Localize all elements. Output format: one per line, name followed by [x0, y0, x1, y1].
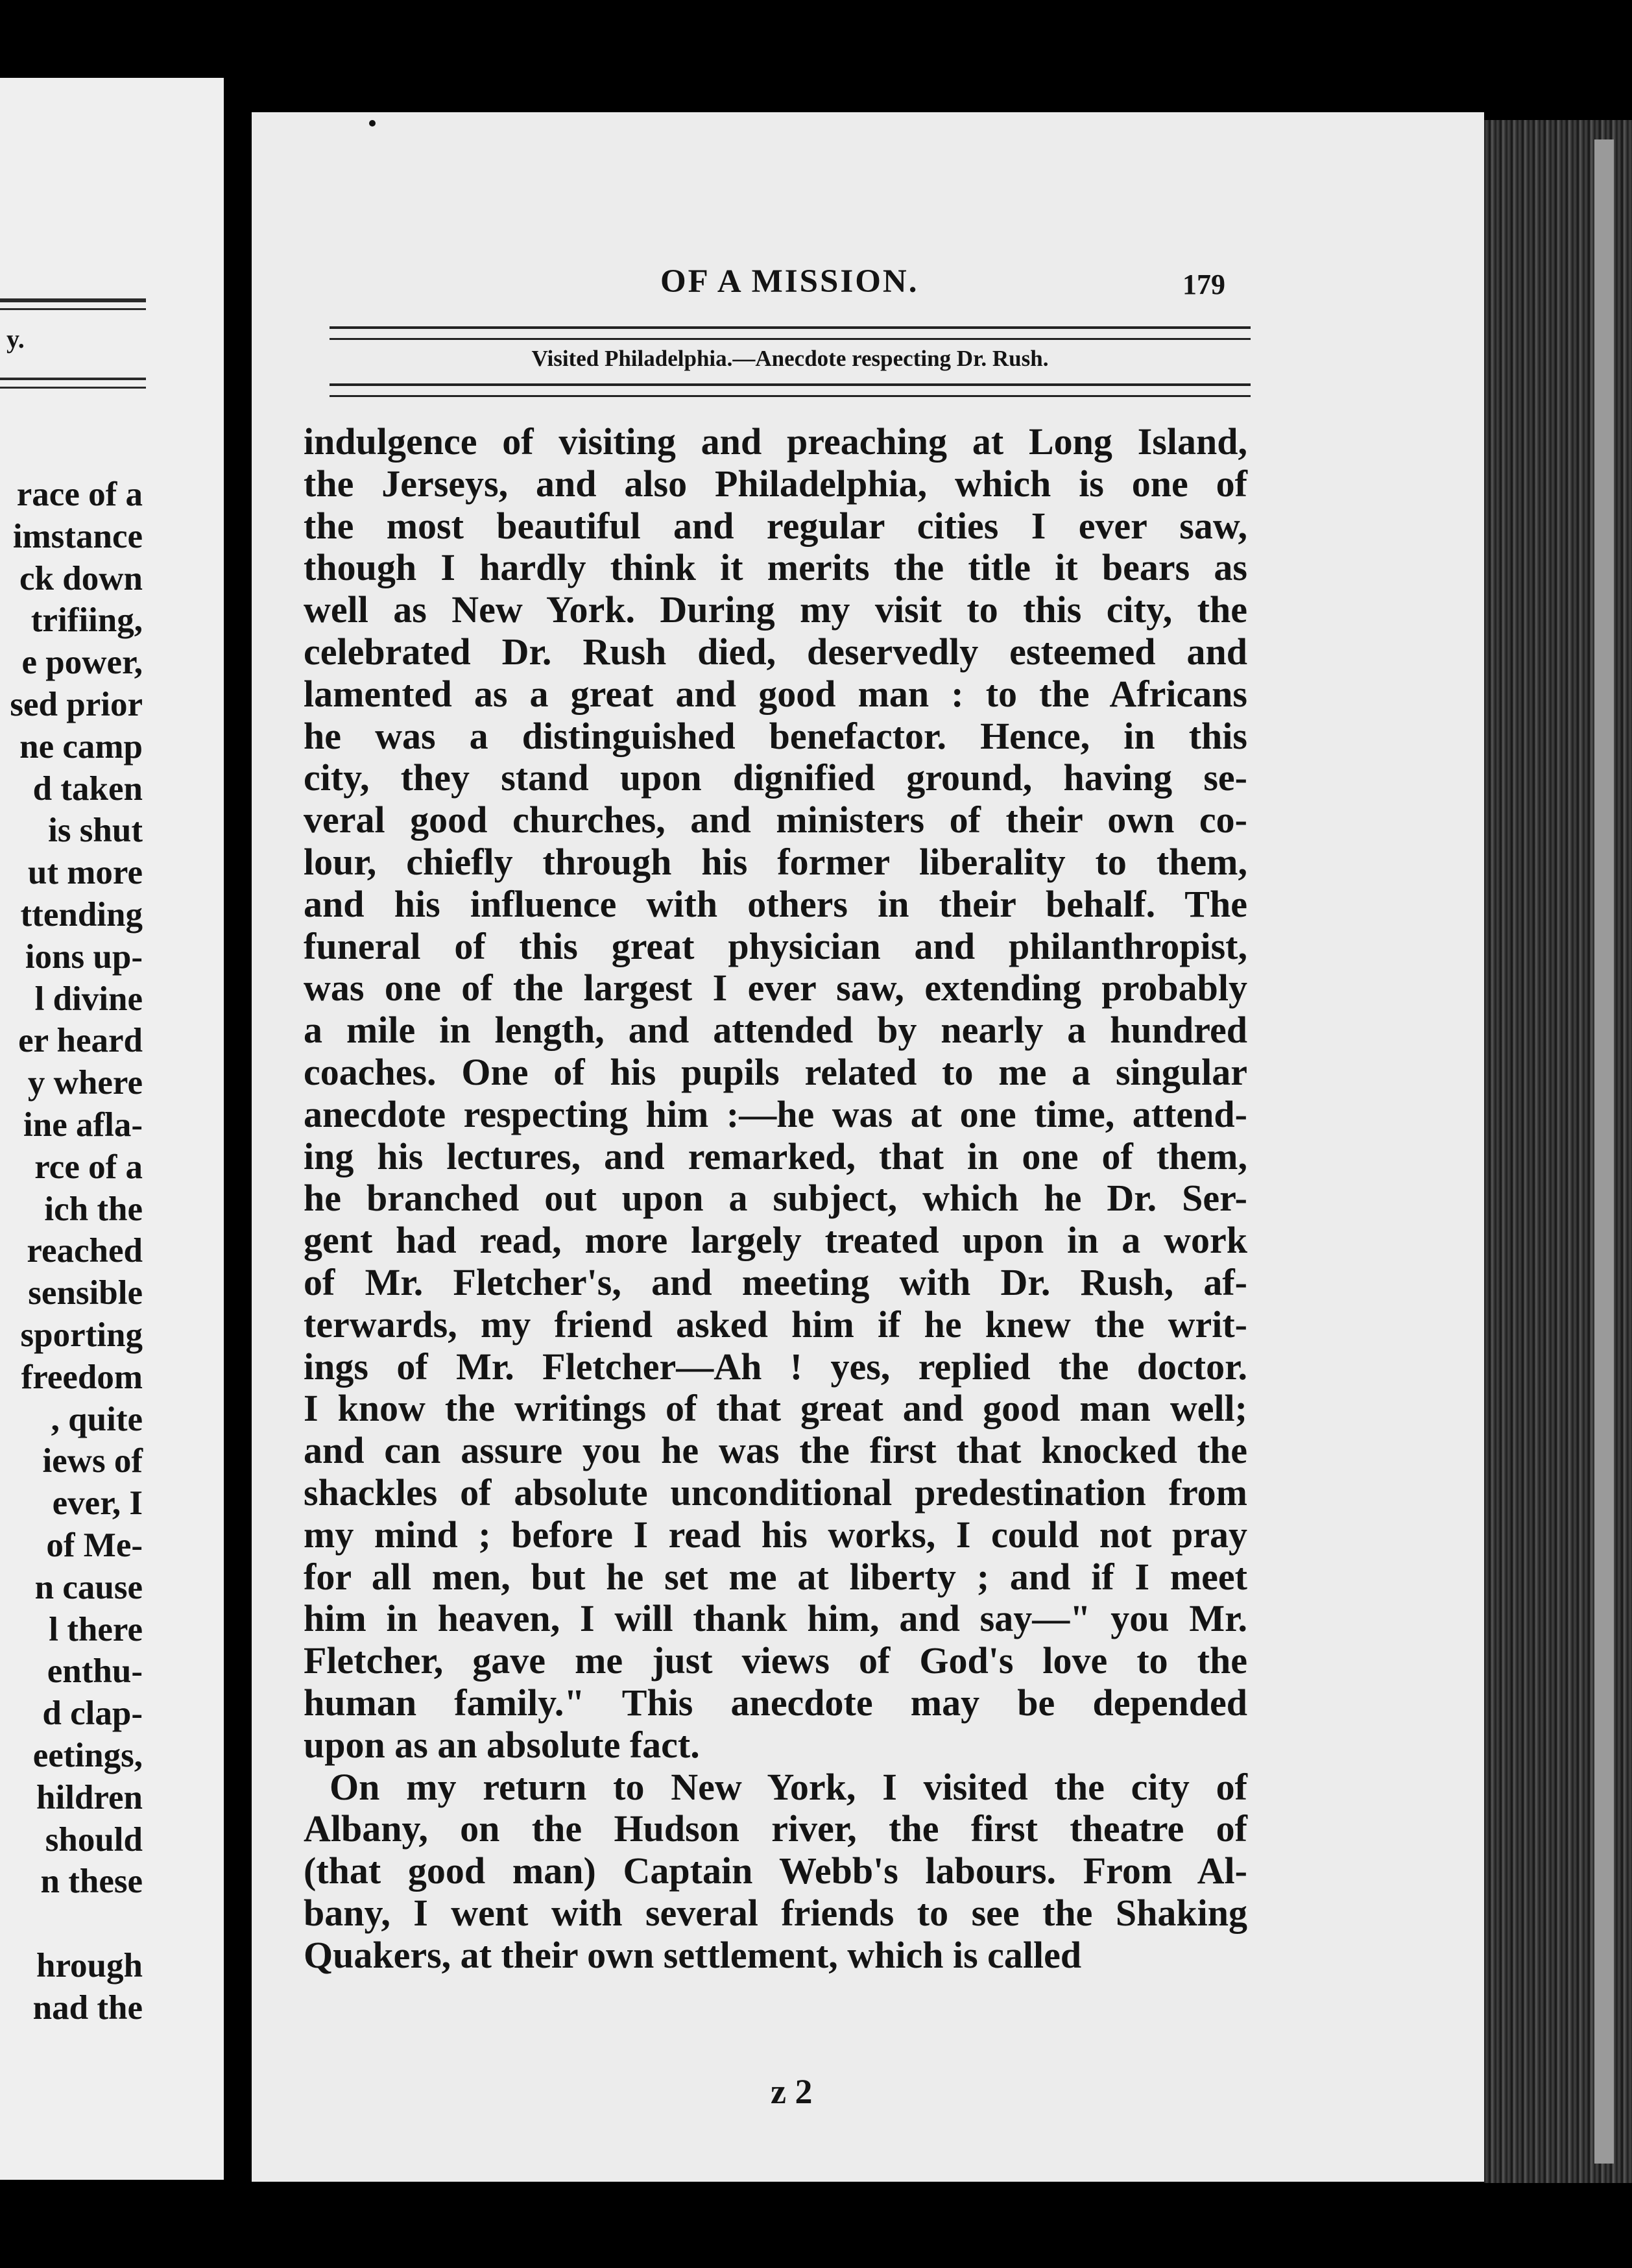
facing-page-fragment: sporting [20, 1316, 143, 1354]
facing-page-fragment: sensible [28, 1274, 143, 1312]
text-line: Fletcher, gave me just views of God's love to the [304, 1639, 1247, 1682]
text-line: well as New York. During my visit to this city, the [304, 588, 1247, 631]
text-line: the Jerseys, and also Philadelphia, which is one of [304, 462, 1247, 505]
book-page [252, 112, 1484, 2182]
text-line: human family." This anecdote may be depended [304, 1681, 1247, 1724]
facing-page-rule [0, 387, 146, 389]
facing-page [0, 78, 224, 2180]
text-line: veral good churches, and ministers of their own co- [304, 799, 1247, 841]
facing-page-fragment: n these [40, 1863, 143, 1901]
facing-page-fragment: hrough [36, 1946, 143, 1984]
facing-page-fragment: imstance [12, 517, 143, 555]
facing-page-fragment: ck down [19, 559, 143, 597]
ink-dot [369, 120, 376, 127]
text-line: ings of Mr. Fletcher—Ah ! yes, replied the doctor. [304, 1345, 1247, 1388]
facing-page-fragment: y where [27, 1064, 143, 1102]
text-line: lour, chiefly through his former liberality to them, [304, 840, 1247, 883]
facing-page-fragment: trifiing, [30, 601, 143, 640]
facing-page-fragment: of Me- [46, 1526, 143, 1564]
text-line: and can assure you he was the first that knocked the [304, 1429, 1247, 1472]
facing-page-fragments [10, 474, 143, 2029]
facing-page-fragment: sed prior [10, 685, 143, 723]
text-line: city, they stand upon dignified ground, having se- [304, 756, 1247, 799]
facing-page-fragment: hildren [36, 1778, 143, 1816]
facing-page-fragment: is shut [48, 812, 143, 850]
facing-page-fragment: nad the [32, 1988, 143, 2027]
caption-rule [330, 383, 1251, 397]
text-line: the most beautiful and regular cities I ever saw, [304, 504, 1247, 547]
text-line: was one of the largest I ever saw, extending probably [304, 967, 1247, 1009]
text-line: coaches. One of his pupils related to me a singular [304, 1050, 1247, 1093]
text-line: On my return to New York, I visited the city of [330, 1765, 1247, 1808]
text-line: gent had read, more largely treated upon in a work [304, 1219, 1247, 1262]
text-line: him in heaven, I will thank him, and say—" you Mr. [304, 1597, 1247, 1640]
text-line: Albany, on the Hudson river, the first theatre of [304, 1807, 1247, 1850]
facing-page-fragment: e power, [21, 644, 143, 682]
facing-page-fragment: rce of a [34, 1148, 143, 1186]
header-rule [330, 326, 1251, 340]
facing-page-header-fragment: y. [6, 324, 25, 354]
text-line: a mile in length, and attended by nearly a hundred [304, 1009, 1247, 1052]
facing-page-fragment: ttending [20, 895, 143, 934]
facing-page-fragment: ne camp [19, 727, 143, 766]
facing-page-fragment: d taken [32, 769, 143, 808]
text-line: though I hardly think it merits the title it bears as [304, 546, 1247, 589]
text-line: celebrated Dr. Rush died, deservedly esteemed and [304, 630, 1247, 673]
running-head: OF A MISSION. [660, 263, 919, 300]
text-line: I know the writings of that great and good man well; [304, 1387, 1247, 1430]
facing-page-rule [0, 378, 146, 380]
facing-page-rule [0, 308, 146, 310]
facing-page-fragment [10, 1903, 143, 1945]
text-line: shackles of absolute unconditional predestination from [304, 1471, 1247, 1514]
signature-mark: z 2 [771, 2072, 813, 2111]
facing-page-fragment: ich the [44, 1190, 143, 1228]
facing-page-fragment: l divine [34, 980, 143, 1018]
facing-page-fragment: er heard [18, 1022, 143, 1060]
text-line: terwards, my friend asked him if he knew the writ- [304, 1303, 1247, 1345]
text-line: indulgence of visiting and preaching at Long Island, [304, 420, 1247, 463]
facing-page-fragment: ions up- [25, 937, 143, 976]
text-line: he branched out upon a subject, which he Dr. Ser- [304, 1177, 1247, 1220]
facing-page-fragment: enthu- [47, 1652, 143, 1691]
facing-page-fragment: reached [27, 1232, 143, 1270]
facing-page-fragment: eetings, [32, 1736, 143, 1774]
facing-page-fragment: ever, I [52, 1484, 143, 1523]
page-edges [1484, 120, 1632, 2183]
text-line: ing his lectures, and remarked, that in one of them, [304, 1135, 1247, 1177]
facing-page-fragment: l there [49, 1610, 143, 1648]
facing-page-fragment: , quite [51, 1400, 143, 1438]
facing-page-fragment: should [45, 1820, 143, 1859]
text-line: upon as an absolute fact. [304, 1723, 700, 1766]
text-line: funeral of this great physician and philanthropist, [304, 924, 1247, 967]
page-edge-highlight [1594, 139, 1614, 2164]
text-line: Quakers, at their own settlement, which is called [304, 1933, 1082, 1976]
facing-page-fragment: d clap- [42, 1695, 143, 1733]
facing-page-fragment: freedom [21, 1358, 143, 1396]
text-line: of Mr. Fletcher's, and meeting with Dr. Rush, af- [304, 1261, 1247, 1303]
facing-page-fragment: iews of [42, 1442, 143, 1480]
text-line: lamented as a great and good man : to the Africans [304, 672, 1247, 715]
text-line: for all men, but he set me at liberty ; and if I meet [304, 1555, 1247, 1598]
section-caption: Visited Philadelphia.—Anecdote respecting Dr. Rush. [531, 346, 1049, 371]
text-line: anecdote respecting him :—he was at one time, attend- [304, 1092, 1247, 1135]
text-line: bany, I went with several friends to see the Shaking [304, 1891, 1247, 1934]
facing-page-fragment: ut more [27, 854, 143, 892]
facing-page-rule [0, 298, 146, 302]
facing-page-fragment: n cause [34, 1568, 143, 1606]
facing-page-fragment: race of a [16, 476, 143, 513]
text-line: and his influence with others in their behalf. The [304, 882, 1247, 925]
text-line: (that good man) Captain Webb's labours. From Al- [304, 1850, 1247, 1892]
page-number: 179 [1182, 269, 1225, 300]
text-line: my mind ; before I read his works, I could not pray [304, 1513, 1247, 1556]
body-text [304, 421, 1247, 1976]
facing-page-fragment: ine afla- [23, 1105, 143, 1144]
text-line: he was a distinguished benefactor. Hence, in this [304, 714, 1247, 757]
